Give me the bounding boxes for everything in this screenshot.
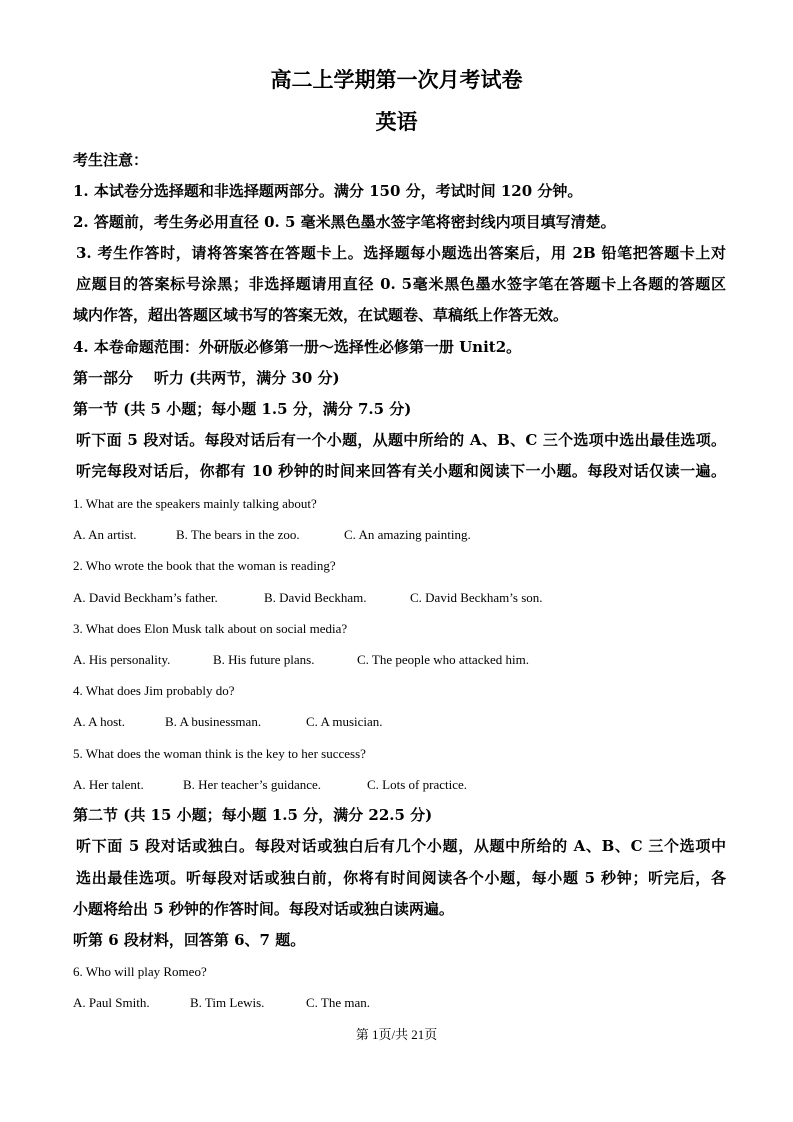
option-a: A. David Beckham’s father. <box>73 590 218 605</box>
section2-instruction-line-2: 选出最佳选项。听每段对话或独白前，你将有时间阅读各个小题，每小题 5 秒钟；听完后，各 <box>76 869 726 887</box>
question-5-options <box>73 775 467 795</box>
material-6-heading: 听第 6 段材料，回答第 6、7 题。 <box>73 931 306 949</box>
notice-item-2: 2. 答题前，考生务必用直径 0. 5 毫米黑色墨水签字笔将密封线内项目填写清楚。 <box>73 213 616 231</box>
notice-item-1: 1. 本试卷分选择题和非选择题两部分。满分 150 分，考试时间 120 分钟。 <box>73 182 583 200</box>
option-b: B. Her teacher’s guidance. <box>183 777 322 792</box>
option-a: A. Her talent. <box>73 777 144 792</box>
section1-instruction-line-1: 听下面 5 段对话。每段对话后有一个小题，从题中所给的 A、B、C 三个选项中选出最佳选项。 <box>76 431 726 449</box>
section2-instruction-line-1: 听下面 5 段对话或独白。每段对话或独白后有几个小题，从题中所给的 A、B、C 三个选项中 <box>76 837 726 855</box>
option-b: B. David Beckham. <box>264 590 367 605</box>
question-6: 6. Who will play Romeo? <box>73 964 207 979</box>
option-c: C. Lots of practice. <box>367 777 467 792</box>
question-2: 2. Who wrote the book that the woman is reading? <box>73 558 336 573</box>
exam-title: 高二上学期第一次月考试卷 <box>270 67 523 92</box>
part1-heading: 第一部分 听力 (共两节，满分 30 分) <box>73 369 340 387</box>
option-a: A. Paul Smith. <box>73 995 150 1010</box>
notice-item-4: 4. 本卷命题范围：外研版必修第一册～选择性必修第一册 Unit2。 <box>73 338 522 356</box>
notice-item-3-line-3: 域内作答，超出答题区域书写的答案无效，在试题卷、草稿纸上作答无效。 <box>73 306 569 324</box>
question-1: 1. What are the speakers mainly talking about? <box>73 496 317 511</box>
section2-heading: 第二节 (共 15 小题；每小题 1.5 分，满分 22.5 分) <box>73 806 433 824</box>
option-c: C. An amazing painting. <box>344 527 471 542</box>
question-4: 4. What does Jim probably do? <box>73 683 235 698</box>
option-b: B. The bears in the zoo. <box>176 527 300 542</box>
section1-heading: 第一节 (共 5 小题；每小题 1.5 分，满分 7.5 分) <box>73 400 412 418</box>
question-5: 5. What does the woman think is the key to her success? <box>73 746 366 761</box>
option-b: B. Tim Lewis. <box>190 995 265 1010</box>
question-2-options <box>73 588 543 608</box>
option-c: C. David Beckham’s son. <box>410 590 543 605</box>
option-b: B. His future plans. <box>213 652 315 667</box>
question-3-options <box>73 650 529 670</box>
option-b: B. A businessman. <box>165 714 262 729</box>
question-6-options <box>73 993 370 1013</box>
option-a: A. An artist. <box>73 527 137 542</box>
notice-item-3-line-2: 应题目的答案标号涂黑；非选择题请用直径 0. 5毫米黑色墨水签字笔在答题卡上各题的答题区 <box>76 275 726 293</box>
option-c: C. The man. <box>306 995 371 1010</box>
question-1-options <box>73 525 471 545</box>
section2-instruction-line-3: 小题将给出 5 秒钟的作答时间。每段对话或独白读两遍。 <box>73 900 454 918</box>
option-a: A. His personality. <box>73 652 171 667</box>
option-c: C. A musician. <box>306 714 383 729</box>
exam-subject: 英语 <box>375 109 418 134</box>
option-c: C. The people who attacked him. <box>357 652 529 667</box>
section1-instruction-line-2: 听完每段对话后，你都有 10 秒钟的时间来回答有关小题和阅读下一小题。每段对话仅读一遍。 <box>76 462 726 480</box>
page-number: 第 1页/共 21页 <box>355 1027 438 1042</box>
question-4-options <box>73 712 383 732</box>
notice-heading: 考生注意： <box>73 151 149 169</box>
notice-item-3-line-1: 3. 考生作答时，请将答案答在答题卡上。选择题每小题选出答案后，用 2B 铅笔把答题卡上对 <box>76 244 726 262</box>
question-3: 3. What does Elon Musk talk about on social media? <box>73 621 348 636</box>
option-a: A. A host. <box>73 714 126 729</box>
